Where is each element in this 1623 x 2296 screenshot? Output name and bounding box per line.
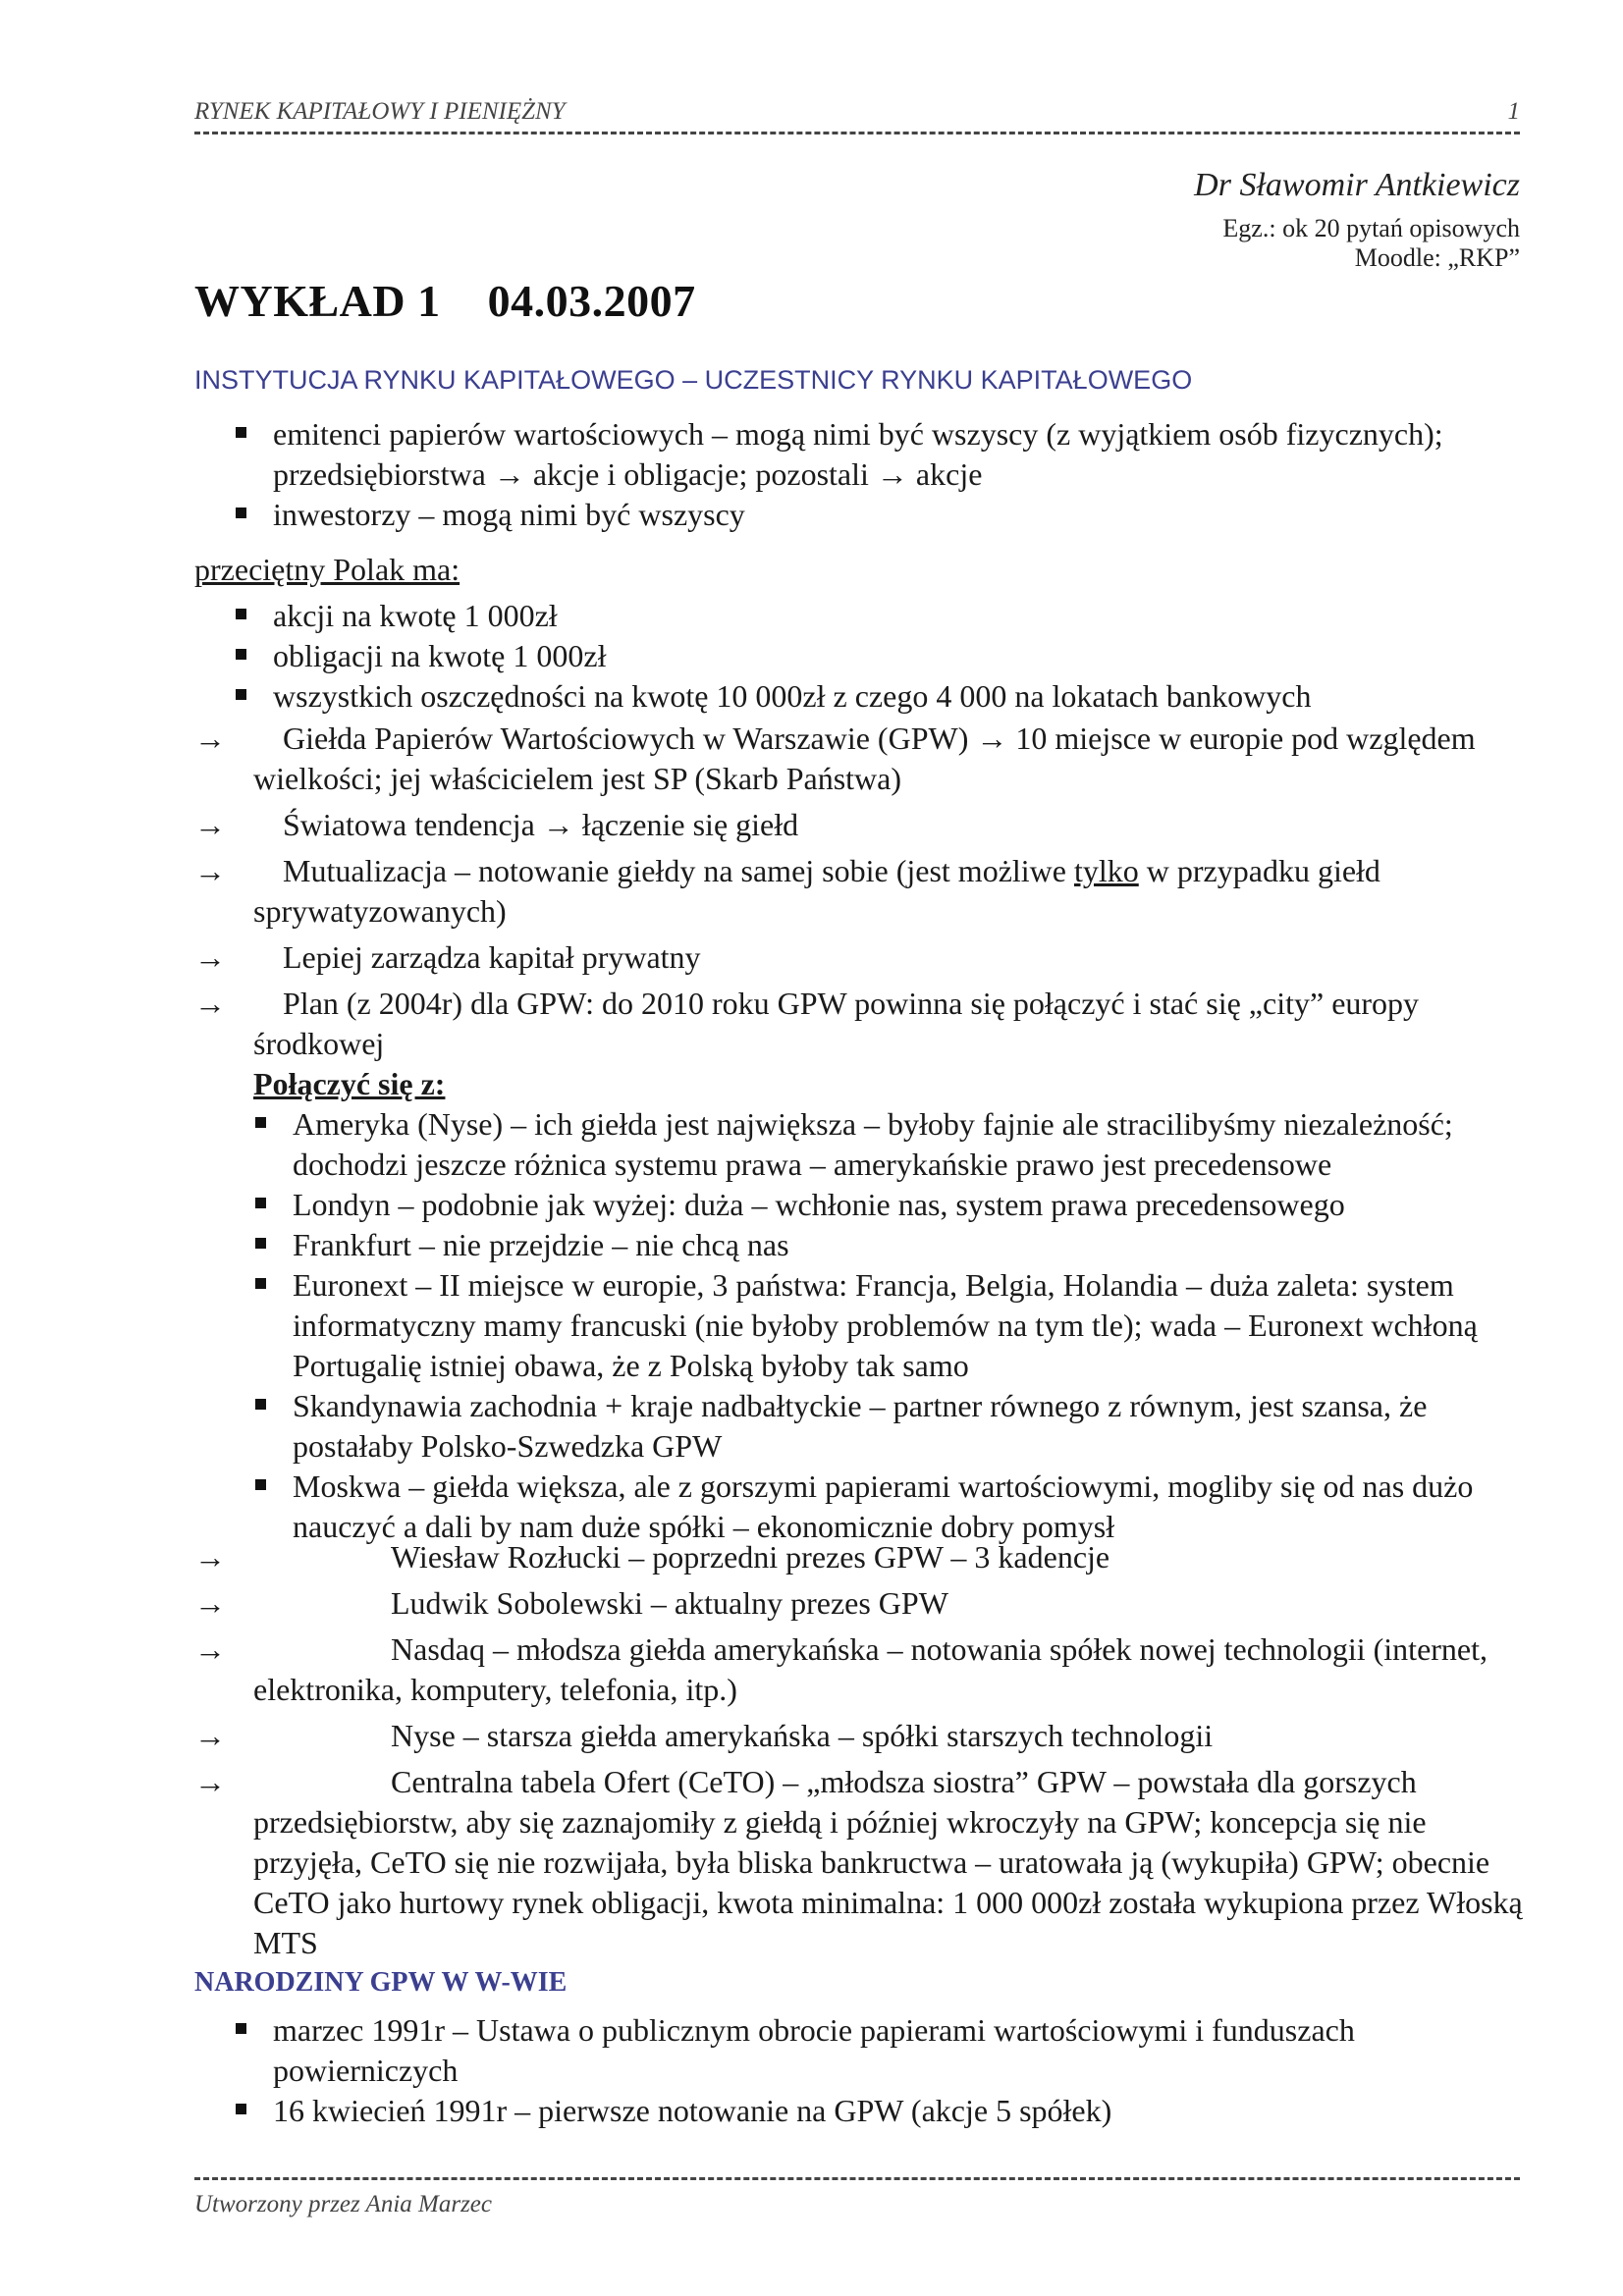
mutualizacja-underlined: tylko <box>1073 853 1139 888</box>
arrow-icon: → <box>194 1631 226 1667</box>
polak-list <box>194 596 1530 717</box>
list-item: Ameryka (Nyse) – ich giełda jest największa – byłoby fajnie ale stracilibyśmy niezależność; dochodzi jeszcze różnica systemu prawa – amerykańskie prawo jest precedensowe <box>194 1104 1530 1185</box>
list-item: 16 kwiecień 1991r – pierwsze notowanie na GPW (akcje 5 spółek) <box>194 2091 1530 2131</box>
polak-label: przeciętny Polak ma: <box>194 552 460 587</box>
section-heading-narodziny: NARODZINY GPW W W-WIE <box>194 1967 568 1998</box>
arrow-item-text: Ludwik Sobolewski – aktualny prezes GPW <box>391 1585 948 1621</box>
merge-label: Połączyć się z: <box>253 1066 446 1101</box>
arrow-icon: → <box>194 807 226 842</box>
arrow-icon: → <box>194 1718 226 1753</box>
lecture-title: WYKŁAD 1 04.03.2007 <box>194 276 696 326</box>
list-item: emitenci papierów wartościowych – mogą nimi być wszyscy (z wyjątkiem osób fizycznych); przedsiębiorstwa → akcje i obligacje; pozostali → akcje <box>194 414 1530 495</box>
section-heading-instytucja: INSTYTUCJA RYNKU KAPITAŁOWEGO – UCZESTNICY RYNKU KAPITAŁOWEGO <box>194 365 1193 395</box>
arrow-item-kapital <box>194 937 1530 978</box>
arrow-item-text: Plan (z 2004r) dla GPW: do 2010 roku GPW powinna się połączyć i stać się „city” europy środkowej <box>253 986 1420 1061</box>
page-header <box>194 94 1520 130</box>
list-item: obligacji na kwotę 1 000zł <box>194 636 1530 676</box>
arrow-item-text: Giełda Papierów Wartościowych w Warszawie (GPW) → 10 miejsce w europie pod względem wielkości; jej właścicielem jest SP (Skarb Państwa) <box>253 721 1476 796</box>
exam-info-line2: Moodle: „RKP” <box>1354 243 1520 272</box>
arrow-item-tendencja <box>194 805 1530 845</box>
arrow-icon: → <box>194 1764 226 1799</box>
page-footer: Utworzony przez Ania Marzec <box>194 2191 493 2217</box>
arrow-icon: → <box>194 939 226 975</box>
arrow-item-text: Centralna tabela Ofert (CeTO) – „młodsza siostra” GPW – powstała dla gorszych przedsiębiorstw, aby się zaznajomiły z giełdą i później wkroczyły na GPW; koncepcja się nie przyjęła, CeTO się nie rozwijała, była bliska bankructwa – uratowała ją (wykupiła) GPW; obecnie CeTO jako hurtowy rynek obligacji, kwota minimalna: 1 000 000zł została wykupiona przez Włoską MTS <box>253 1764 1523 1960</box>
list-item: wszystkich oszczędności na kwotę 10 000zł z czego 4 000 na lokatach bankowych <box>194 676 1530 717</box>
arrow-item-mutualizacja <box>194 851 1530 932</box>
arrow-item-nasdaq <box>194 1629 1530 1710</box>
arrow-icon: → <box>194 853 226 888</box>
arrow-item-text: Wiesław Rozłucki – poprzedni prezes GPW – 3 kadencje <box>391 1539 1110 1575</box>
arrow-icon: → <box>194 1539 226 1575</box>
arrow-item-rozlucki <box>194 1537 1530 1577</box>
section1-content <box>194 414 1530 535</box>
list-item: Euronext – II miejsce w europie, 3 państwa: Francja, Belgia, Holandia – duża zaleta: system informatyczny mamy francuski (nie byłoby problemów na tym tle); wada – Euronext wchłoną Portugalię istniej obawa, że z Polską byłoby tak samo <box>194 1265 1530 1386</box>
exam-info-line1: Egz.: ok 20 pytań opisowych <box>1222 214 1520 242</box>
list-item: marzec 1991r – Ustawa o publicznym obrocie papierami wartościowymi i funduszach powierniczych <box>194 2010 1530 2091</box>
exam-info <box>1222 214 1520 273</box>
arrow-item-text: Nasdaq – młodsza giełda amerykańska – notowania spółek nowej technologii (internet, elektronika, komputery, telefonia, itp.) <box>253 1631 1488 1707</box>
arrow-icon: → <box>194 721 226 756</box>
list-item: akcji na kwotę 1 000zł <box>194 596 1530 636</box>
list-item: inwestorzy – mogą nimi być wszyscy <box>194 495 1530 535</box>
arrow-item-nyse <box>194 1716 1530 1756</box>
footer-divider <box>194 2177 1520 2180</box>
merge-list <box>194 1104 1530 1547</box>
arrow-item-text: Lepiej zarządza kapitał prywatny <box>283 939 701 975</box>
header-title: RYNEK KAPITAŁOWY I PIENIĘŻNY <box>194 98 566 125</box>
arrow-icon: → <box>194 1585 226 1621</box>
list-item: Moskwa – giełda większa, ale z gorszymi papierami wartościowymi, mogliby się od nas dużo nauczyć a dali by nam duże spółki – ekonomicznie dobry pomysł <box>194 1467 1530 1547</box>
arrow-item-sobolewski <box>194 1583 1530 1624</box>
polak-content <box>194 550 1530 717</box>
section1-list <box>194 414 1530 535</box>
arrow-item-ceto <box>194 1762 1530 1963</box>
author: Dr Sławomir Antkiewicz <box>1194 167 1520 203</box>
arrows-block-c <box>194 1537 1530 1963</box>
arrow-item-plan <box>194 984 1530 1064</box>
mutualizacja-before: Mutualizacja – notowanie giełdy na samej sobie (jest możliwe <box>283 853 1074 888</box>
list-item: Frankfurt – nie przejdzie – nie chcą nas <box>194 1225 1530 1265</box>
arrow-icon: → <box>194 986 226 1021</box>
arrow-item-text: Światowa tendencja → łączenie się giełd <box>283 807 799 842</box>
arrows-block-ab <box>194 719 1530 1547</box>
arrow-item-text: Nyse – starsza giełda amerykańska – spółki starszych technologii <box>391 1718 1214 1753</box>
mutualizacja-after: w przypadku giełd sprywatyzowanych) <box>253 853 1380 929</box>
section2-list <box>194 2010 1530 2131</box>
section2-content <box>194 2010 1530 2131</box>
list-item: Londyn – podobnie jak wyżej: duża – wchłonie nas, system prawa precedensowego <box>194 1185 1530 1225</box>
page-number: 1 <box>1507 98 1520 125</box>
arrow-item-gpw <box>194 719 1530 799</box>
header-divider <box>194 132 1520 134</box>
list-item: Skandynawia zachodnia + kraje nadbałtyckie – partner równego z równym, jest szansa, że postałaby Polsko-Szwedzka GPW <box>194 1386 1530 1467</box>
